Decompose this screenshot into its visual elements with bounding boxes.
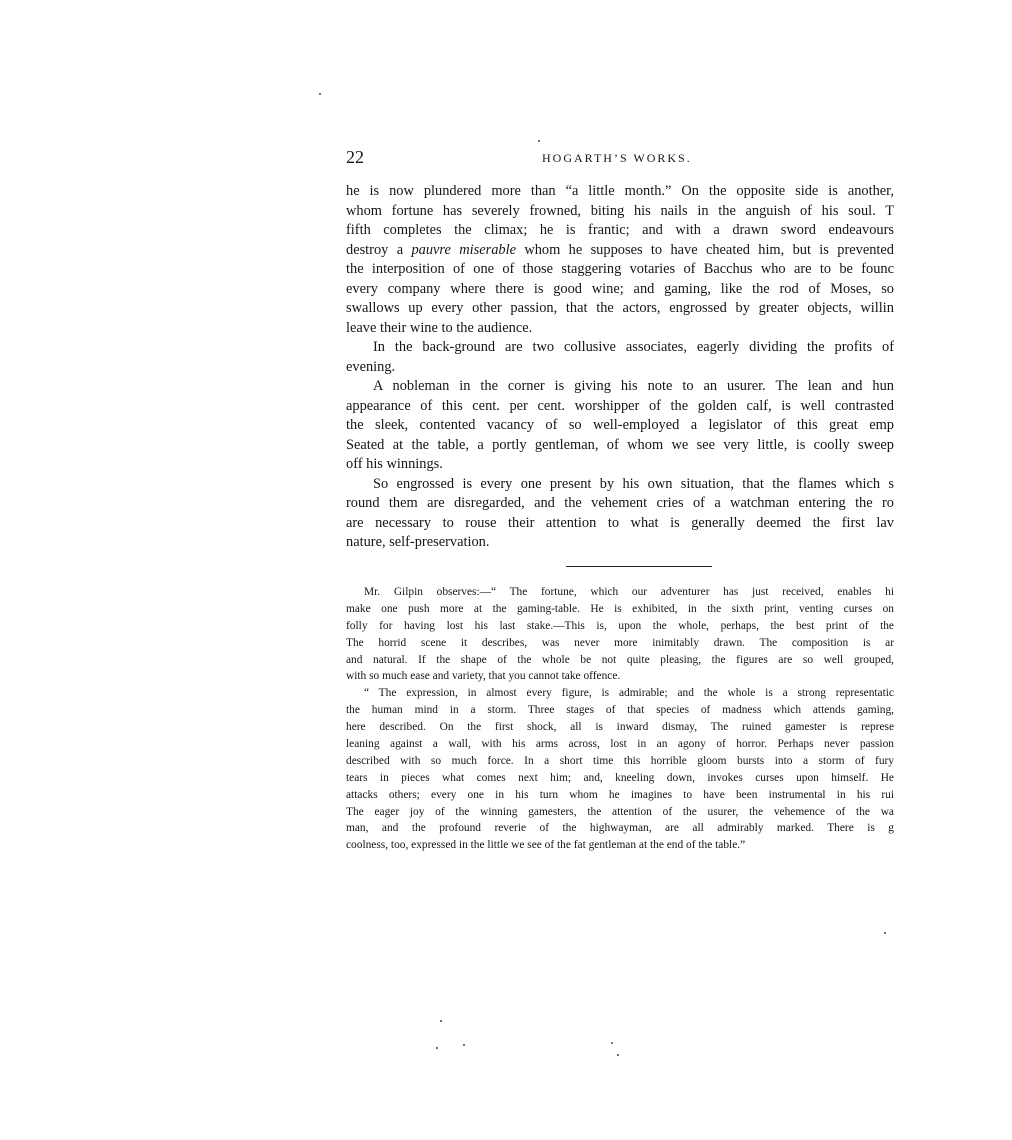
body-line: the interposition of one of those staggering votaries of Bacchus who are to be founc — [346, 261, 894, 277]
scan-speck — [538, 140, 540, 142]
body-line: appearance of this cent. per cent. worshipper of the golden calf, is well contrasted — [346, 397, 894, 414]
body-line: he is now plundered more than “a little month.” On the opposite side is another, — [346, 183, 894, 199]
body-line: nature, self-preservation. — [346, 534, 490, 550]
body-line: the sleek, contented vacancy of so well-employed a legislator of this great emp — [346, 417, 894, 433]
footnote-line: and natural. If the shape of the whole be not quite pleasing, the figures are so well grouped, — [346, 653, 894, 666]
body-line: A nobleman in the corner is giving his note to an usurer. The lean and hun — [373, 378, 894, 394]
footnote-line: the human mind in a storm. Three stages of that species of madness which attends gaming, — [346, 704, 894, 717]
body-line: destroy a pauvre miserable whom he supposes to have cheated him, but is prevented — [346, 241, 894, 258]
footnote-line: Mr. Gilpin observes:—“ The fortune, which our adventurer has just received, enables hi — [364, 586, 894, 598]
scan-speck — [611, 1042, 613, 1044]
body-line: Seated at the table, a portly gentleman, of whom we see very little, is coolly sweep — [346, 436, 894, 453]
footnote-line: “ The expression, in almost every figure, is admirable; and the whole is a strong representatic — [364, 687, 894, 700]
footnote-text — [346, 584, 894, 854]
scan-speck — [436, 1047, 438, 1049]
footnote-line: here described. On the first shock, all is inward dismay, The ruined gamester is represe — [346, 721, 894, 734]
body-line: round them are disregarded, and the vehement cries of a watchman entering the ro — [346, 495, 894, 511]
body-line: every company where there is good wine; and gaming, like the rod of Moses, so — [346, 280, 894, 297]
page-number: 22 — [346, 147, 364, 167]
scan-speck — [463, 1044, 465, 1046]
footnote-line: described with so much force. In a short time this horrible gloom bursts into a storm of fury — [346, 754, 894, 767]
body-line: are necessary to rouse their attention to what is generally deemed the first lav — [346, 514, 894, 531]
scan-speck — [617, 1054, 619, 1056]
body-line: leave their wine to the audience. — [346, 319, 533, 336]
body-line: off his winnings. — [346, 456, 443, 472]
footnote-line: The eager joy of the winning gamesters, the attention of the usurer, the vehemence of the wa — [346, 805, 894, 818]
footnote-line: coolness, too, expressed in the little we see of the fat gentleman at the end of the table.” — [346, 839, 746, 852]
footnote-line: The horrid scene it describes, was never more inimitably drawn. The composition is ar — [346, 636, 894, 649]
body-line: whom fortune has severely frowned, biting his nails in the anguish of his soul. T — [346, 202, 894, 219]
body-line: fifth completes the climax; he is frantic; and with a drawn sword endeavours — [346, 222, 894, 238]
footnote-line: tears in pieces what comes next him; and, kneeling down, invokes curses upon himself. He — [346, 771, 894, 784]
footnote-line: folly for having lost his last stake.—This is, upon the whole, perhaps, the best print of the — [346, 619, 894, 632]
body-text — [346, 182, 894, 553]
page-header — [346, 146, 894, 170]
footnote-line: make one push more at the gaming-table. He is exhibited, in the sixth print, venting curses on — [346, 602, 894, 615]
body-line: swallows up every other passion, that the actors, engrossed by greater objects, willin — [346, 300, 894, 316]
section-divider — [566, 566, 712, 567]
scan-speck — [440, 1020, 442, 1022]
body-line: In the back-ground are two collusive associates, eagerly dividing the profits of — [373, 339, 894, 355]
scan-speck — [319, 93, 321, 95]
footnote-line: man, and the profound reverie of the highwayman, are all admirably marked. There is g — [346, 822, 894, 835]
body-line: So engrossed is every one present by his own situation, that the flames which s — [373, 475, 894, 492]
footnote-line: leaning against a wall, with his arms across, lost in an agony of horror. Perhaps never passion — [346, 738, 894, 751]
italic-phrase: pauvre miserable — [411, 241, 516, 258]
body-line: evening. — [346, 358, 396, 375]
footnote-line: with so much ease and variety, that you cannot take offence. — [346, 670, 621, 683]
scan-speck — [884, 932, 886, 934]
footnote-line: attacks others; every one in his turn whom he imagines to have been instrumental in his rui — [346, 788, 894, 801]
running-head: HOGARTH’S WORKS. — [542, 151, 692, 165]
